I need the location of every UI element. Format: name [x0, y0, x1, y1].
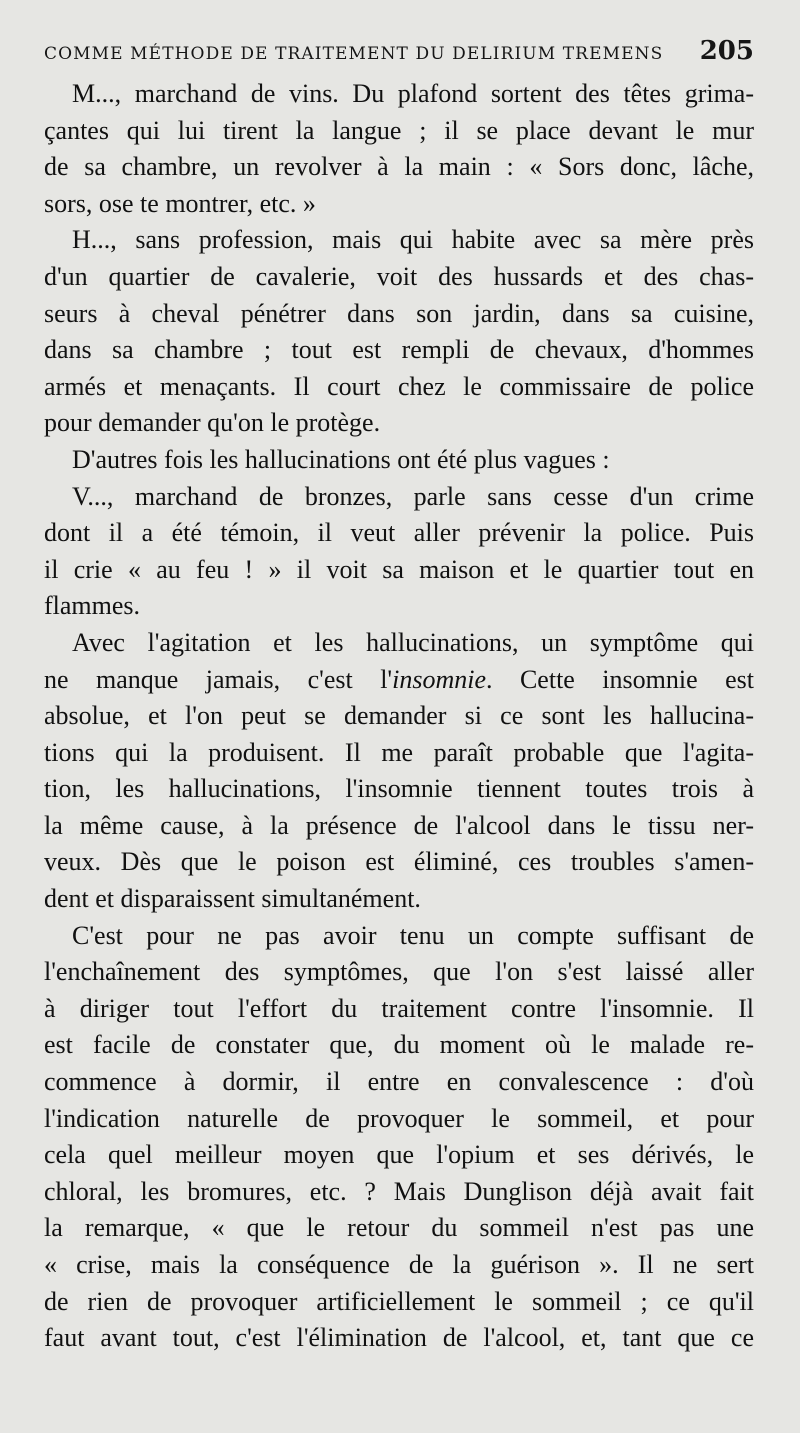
text-line [44, 76, 754, 113]
text-line [44, 771, 754, 808]
text-line-content: V..., marchand de bronzes, parle sans cesse d'un crime [72, 481, 754, 511]
text-line-content: la remarque, « que le retour du sommeil n'est pas une [44, 1213, 754, 1243]
text-line [44, 479, 754, 516]
text-line-content: est facile de constater que, du moment où le malade re- [44, 1030, 754, 1060]
text-line [44, 515, 754, 552]
text-line [44, 1210, 754, 1247]
text-line-content: dont il a été témoin, il veut aller prévenir la police. Puis [44, 518, 754, 548]
text-line-content: flammes. [44, 591, 141, 621]
text-line-content: tions qui la produisent. Il me paraît probable que l'agita- [44, 737, 754, 767]
text-line-content: sors, ose te montrer, etc. » [44, 188, 316, 218]
text-line-content: chloral, les bromures, etc. ? Mais Dunglison déjà avait fait [44, 1176, 754, 1206]
text-line-content: H..., sans profession, mais qui habite avec sa mère près [72, 225, 754, 255]
text-line-content: seurs à cheval pénétrer dans son jardin, dans sa cuisine, [44, 298, 754, 328]
text-line-content: l'enchaînement des symptômes, que l'on s'est laissé aller [44, 957, 754, 987]
text-line [44, 625, 754, 662]
text-line [44, 808, 754, 845]
text-line-content: pour demander qu'on le protège. [44, 408, 381, 438]
text-line-content: faut avant tout, c'est l'élimination de l'alcool, et, tant que ce [44, 1323, 754, 1353]
text-line-content: tion, les hallucinations, l'insomnie tiennent toutes trois à [44, 774, 754, 804]
text-line-content: C'est pour ne pas avoir tenu un compte suffisant de [72, 920, 754, 950]
text-line-content: d'un quartier de cavalerie, voit des hussards et des chas- [44, 261, 754, 291]
text-line-content: Avec l'agitation et les hallucinations, un symptôme qui [72, 627, 754, 657]
text-line-content: dans sa chambre ; tout est rempli de chevaux, d'hommes [44, 335, 754, 365]
text-line [44, 735, 754, 772]
text-line-content: armés et menaçants. Il court chez le commissaire de police [44, 371, 754, 401]
text-line-content: veux. Dès que le poison est éliminé, ces troubles s'amen- [44, 847, 754, 877]
text-line-content: D'autres fois les hallucinations ont été plus vagues : [72, 444, 610, 474]
text-line-content: « crise, mais la conséquence de la guérison ». Il ne sert [44, 1250, 754, 1279]
text-line [44, 1320, 754, 1357]
page-header [44, 36, 754, 70]
text-line [44, 1137, 754, 1174]
text-line [44, 552, 754, 589]
text-line [44, 332, 754, 369]
text-line-content: absolue, et l'on peut se demander si ce sont les hallucina- [44, 701, 754, 731]
text-line [44, 1064, 754, 1101]
text-line [44, 442, 754, 479]
text-line [44, 186, 754, 223]
text-line-content: à diriger tout l'effort du traitement contre l'insomnie. Il [44, 993, 754, 1023]
text-line [44, 588, 754, 625]
text-line [44, 918, 754, 955]
text-line [44, 1174, 754, 1211]
text-line [44, 296, 754, 333]
text-line-content: de rien de provoquer artificiellement le sommeil ; ce qu'il [44, 1286, 754, 1316]
text-line-content: il crie « au feu ! » il voit sa maison et le quartier tout en [44, 554, 754, 584]
text-line [44, 662, 754, 699]
text-line [44, 1027, 754, 1064]
text-line-content: la même cause, à la présence de l'alcool dans le tissu ner- [44, 810, 754, 840]
text-line-content: cela quel meilleur moyen que l'opium et ses dérivés, le [44, 1140, 754, 1170]
italic-term: insomnie [392, 664, 486, 694]
text-line-continuation: . Cette insomnie est [486, 664, 754, 694]
text-line-content: ne manque jamais, c'est l' [44, 664, 393, 694]
text-line [44, 149, 754, 186]
page-number: 205 [699, 36, 754, 66]
text-line [44, 1247, 754, 1284]
text-line [44, 1101, 754, 1138]
body-text [44, 76, 754, 1357]
text-line [44, 113, 754, 150]
text-line [44, 698, 754, 735]
text-line [44, 259, 754, 296]
text-line [44, 405, 754, 442]
text-line [44, 991, 754, 1028]
text-line [44, 369, 754, 406]
text-line-content: çantes qui lui tirent la langue ; il se place devant le mur [44, 115, 754, 145]
text-line-content: l'indication naturelle de provoquer le sommeil, et pour [44, 1103, 754, 1133]
text-line [44, 881, 754, 918]
text-line [44, 1284, 754, 1321]
text-line-content: dent et disparaissent simultanément. [44, 884, 421, 914]
text-line-content: M..., marchand de vins. Du plafond sortent des têtes grima- [72, 79, 754, 108]
text-line-content: de sa chambre, un revolver à la main : « Sors donc, lâche, [44, 152, 754, 182]
running-title: COMME MÉTHODE DE TRAITEMENT DU DELIRIUM TREMENS [44, 44, 664, 64]
text-line-content: commence à dormir, il entre en convalescence : d'où [44, 1067, 754, 1097]
text-line [44, 954, 754, 991]
text-line [44, 222, 754, 259]
text-line [44, 844, 754, 881]
